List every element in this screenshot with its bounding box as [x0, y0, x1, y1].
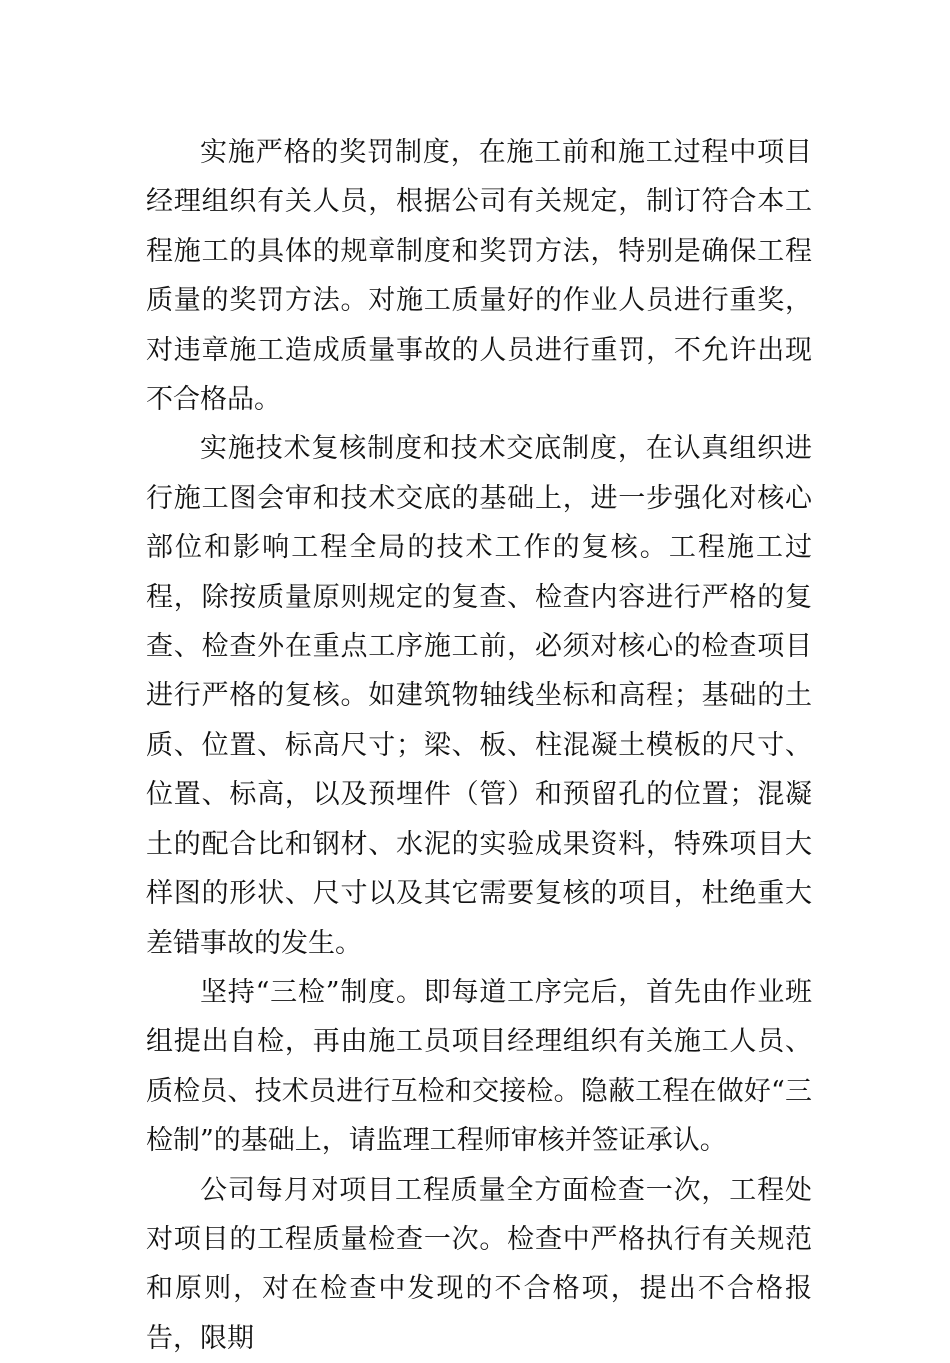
paragraph-monthly-inspection: 公司每月对项目工程质量全方面检查一次，工程处对项目的工程质量检查一次。检查中严格执行有关规范和原则，对在检查中发现的不合格项，提出不合格报告，限期 — [146, 1174, 812, 1354]
document-body — [146, 128, 812, 1363]
paragraph-reward-penalty: 实施严格的奖罚制度，在施工前和施工过程中项目经理组织有关人员，根据公司有关规定，制订符合本工程施工的具体的规章制度和奖罚方法，特别是确保工程质量的奖罚方法。对施工质量好的作业人员进行重奖，对违章施工造成质量事故的人员进行重罚，不允许出现不合格品。 — [146, 137, 812, 416]
paragraph-three-inspections: 坚持“三检”制度。即每道工序完后，首先由作业班组提出自检，再由施工员项目经理组织有关施工人员、质检员、技术员进行互检和交接检。隐蔽工程在做好“三检制”的基础上，请监理工程师审核并签证承认。 — [146, 976, 812, 1157]
paragraph-technical-review: 实施技术复核制度和技术交底制度，在认真组织进行施工图会审和技术交底的基础上，进一步强化对核心部位和影响工程全局的技术工作的复核。工程施工过程，除按质量原则规定的复查、检查内容进行严格的复查、检查外在重点工序施工前，必须对核心的检查项目进行严格的复核。如建筑物轴线坐标和高程；基础的土质、位置、标高尺寸；梁、板、柱混凝土模板的尺寸、位置、标高，以及预埋件（管）和预留孔的位置；混凝土的配合比和钢材、水泥的实验成果资料，特殊项目大样图的形状、尺寸以及其它需要复核的项目，杜绝重大差错事故的发生。 — [146, 433, 812, 959]
